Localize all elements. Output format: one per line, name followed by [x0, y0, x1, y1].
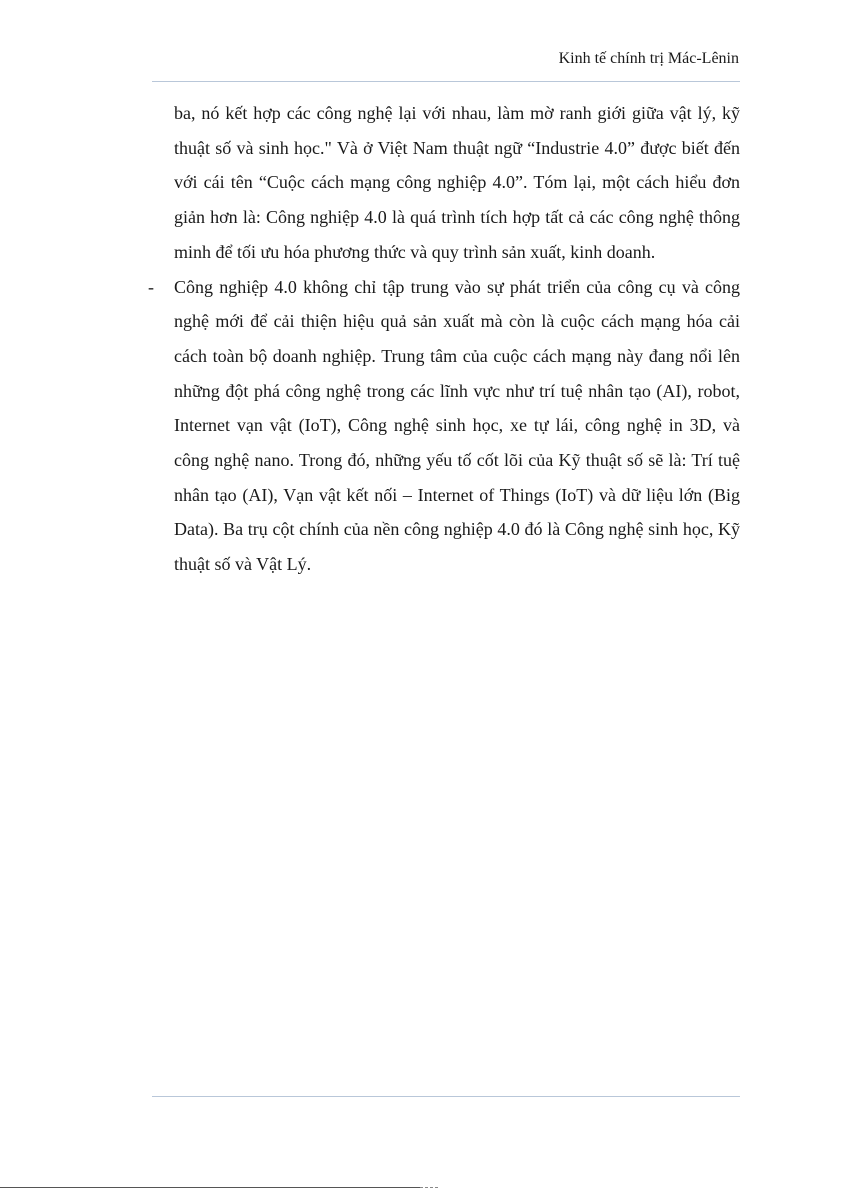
- header-rule: [152, 81, 740, 82]
- page-header: [0, 0, 841, 90]
- bottom-edge-dash: [420, 1187, 438, 1188]
- body-text: [148, 96, 740, 582]
- bottom-edge-line: [0, 1187, 420, 1188]
- bullet-paragraph: Công nghiệp 4.0 không chỉ tập trung vào sự phát triển của công cụ và công nghệ mới để cải thiện hiệu quả sản xuất mà còn là cuộc cách mạng hóa cải cách toàn bộ doanh nghiệp. Trung tâm của cuộc cách mạng này đang nổi lên những đột phá công nghệ trong các lĩnh vực như trí tuệ nhân tạo (AI), robot, Internet vạn vật (IoT), Công nghệ sinh học, xe tự lái, công nghệ in 3D, và công nghệ nano. Trong đó, những yếu tố cốt lõi của Kỹ thuật số sẽ là: Trí tuệ nhân tạo (AI), Vạn vật kết nối – Internet of Things (IoT) và dữ liệu lớn (Big Data). Ba trụ cột chính của nền công nghiệp 4.0 đó là Công nghệ sinh học, Kỹ thuật số và Vật Lý.: [174, 276, 740, 575]
- bullet-marker: -: [148, 276, 154, 297]
- bottom-edge: [0, 1185, 841, 1191]
- bullet-item: [148, 270, 740, 582]
- header-title: Kinh tế chính trị Mác-Lênin: [558, 50, 739, 67]
- continued-paragraph: ba, nó kết hợp các công nghệ lại với nhau, làm mờ ranh giới giữa vật lý, kỹ thuật số và sinh học." Và ở Việt Nam thuật ngữ “Industrie 4.0” được biết đến với cái tên “Cuộc cách mạng công nghiệp 4.0”. Tóm lại, một cách hiểu đơn giản hơn là: Công nghiệp 4.0 là quá trình tích hợp tất cả các công nghệ thông minh để tối ưu hóa phương thức và quy trình sản xuất, kinh doanh.: [174, 103, 740, 262]
- footer-rule: [152, 1096, 740, 1097]
